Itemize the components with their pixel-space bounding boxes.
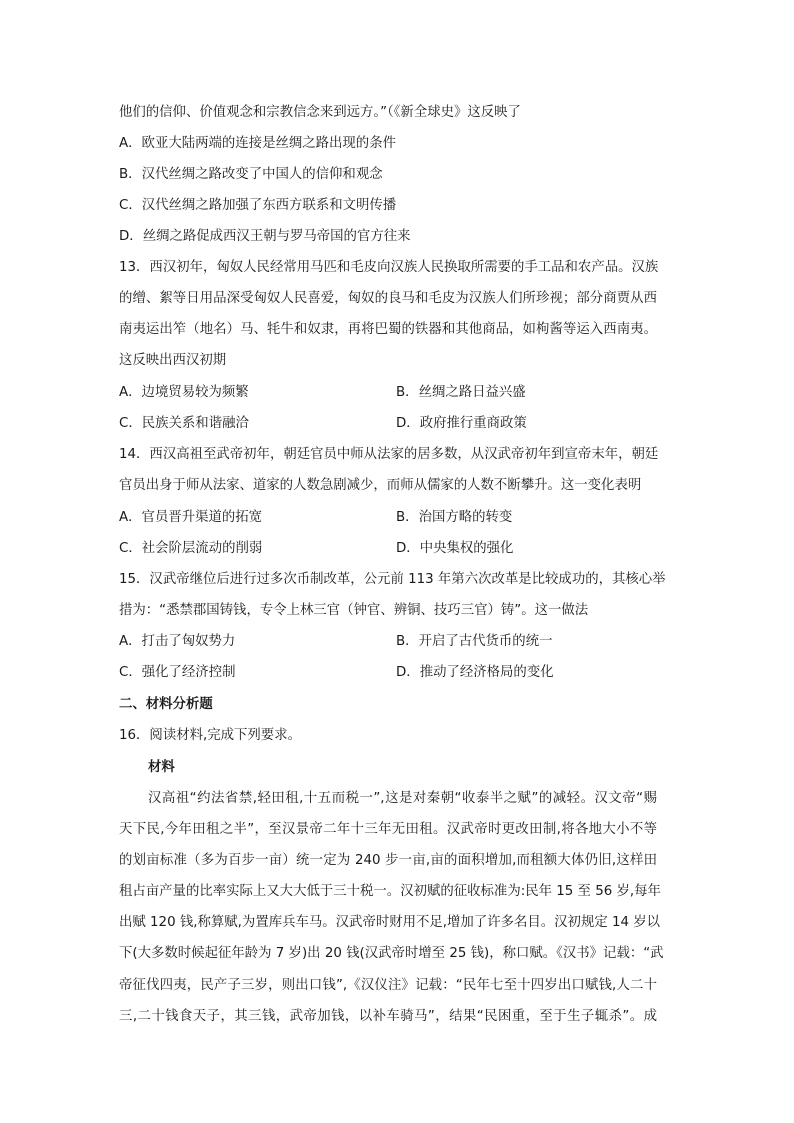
material-label: 材料 [148, 760, 175, 775]
q15-option-c: C．强化了经济控制 [119, 665, 236, 680]
material-line-4: 租占亩产量的比率实际上又大大低于三十税一。汉初赋的征收标准为:民年 15 至 56 岁,每年 [119, 884, 661, 899]
material-line-3: 的划亩标准（多为百步一亩）统一定为 240 步一亩,亩的面积增加,而租额大体仍旧,这样田 [119, 853, 657, 868]
q13-option-b: B．丝绸之路日益兴盛 [396, 385, 526, 400]
q13-line-1: 13．西汉初年，匈奴人民经常用马匹和毛皮向汉族人民换取所需要的手工品和农产品。汉族 [119, 260, 659, 275]
q12-option-b: B．汉代丝绸之路改变了中国人的信仰和观念 [119, 167, 383, 182]
q13-line-4: 这反映出西汉初期 [119, 353, 227, 368]
section-heading: 二、材料分析题 [119, 697, 213, 712]
q14-option-c: C．社会阶层流动的削弱 [119, 541, 263, 556]
material-line-5: 出赋 120 钱,称算赋,为置库兵车马。汉武帝时财用不足,增加了许多名目。汉初规定 14 岁以 [119, 915, 661, 930]
q14-option-a: A．官员晋升渠道的拓宽 [119, 510, 263, 525]
material-line-6: 下(大多数时候起征年龄为 7 岁)出 20 钱(汉武帝时增至 25 钱)，称口赋。《汉书》记载：“武 [119, 946, 664, 961]
material-line-2: 天下民,今年田租之半”，至汉景帝二年十三年无田租。汉武帝时更改田制,将各地大小不等 [119, 822, 657, 837]
material-line-7: 帝征伐四夷，民产子三岁，则出口钱”,《汉仪注》记载：“民年七至十四岁出口赋钱,人二十 [119, 978, 657, 993]
material-line-8: 三,二十钱食天子，其三钱，武帝加钱，以补车骑马”，结果“民困重，至于生子辄杀”。成 [119, 1009, 657, 1024]
q13-line-2: 的缯、絮等日用品深受匈奴人民喜爱，匈奴的良马和毛皮为汉族人们所珍视；部分商贾从西 [119, 291, 657, 306]
q14-option-d: D．中央集权的强化 [396, 541, 514, 556]
q14-option-b: B．治国方略的转变 [396, 510, 513, 525]
q15-line-2: 措为：“悉禁郡国铸钱，专令上林三官（钟官、辨铜、技巧三官）铸”。这一做法 [119, 603, 589, 618]
q14-line-2: 官员出身于师从法家、道家的人数急剧减少，而师从儒家的人数不断攀升。这一变化表明 [119, 478, 642, 493]
q15-option-d: D．推动了经济格局的变化 [396, 665, 554, 680]
q16-stem: 16．阅读材料,完成下列要求。 [119, 728, 301, 743]
q15-option-b: B．开启了古代货币的统一 [396, 634, 553, 649]
q12-stem-tail: 他们的信仰、价值观念和宗教信念来到远方。”（《新全球史》这反映了 [119, 105, 521, 120]
q13-line-3: 南夷运出笮（地名）马、牦牛和奴隶，再将巴蜀的铁器和其他商品，如枸酱等运入西南夷。 [119, 322, 657, 337]
q15-option-a: A．打击了匈奴势力 [119, 634, 236, 649]
material-line-1: 汉高祖“约法省禁,轻田租,十五而税一”,这是对秦朝“收泰半之赋”的减轻。汉文帝“赐 [148, 791, 657, 806]
q12-option-a: A．欧亚大陆两端的连接是丝绸之路出现的条件 [119, 136, 396, 151]
q14-line-1: 14．西汉高祖至武帝初年，朝廷官员中师从法家的居多数，从汉武帝初年到宣帝末年，朝廷 [119, 447, 659, 462]
q12-option-c: C．汉代丝绸之路加强了东西方联系和文明传播 [119, 198, 397, 213]
q13-option-d: D．政府推行重商政策 [396, 416, 527, 431]
q12-option-d: D．丝绸之路促成西汉王朝与罗马帝国的官方往来 [119, 229, 411, 244]
q15-line-1: 15．汉武帝继位后进行过多次币制改革，公元前 113 年第六次改革是比较成功的，其核心举 [119, 572, 666, 587]
q13-option-a: A．边境贸易较为频繁 [119, 385, 249, 400]
q13-option-c: C．民族关系和谐融洽 [119, 416, 249, 431]
